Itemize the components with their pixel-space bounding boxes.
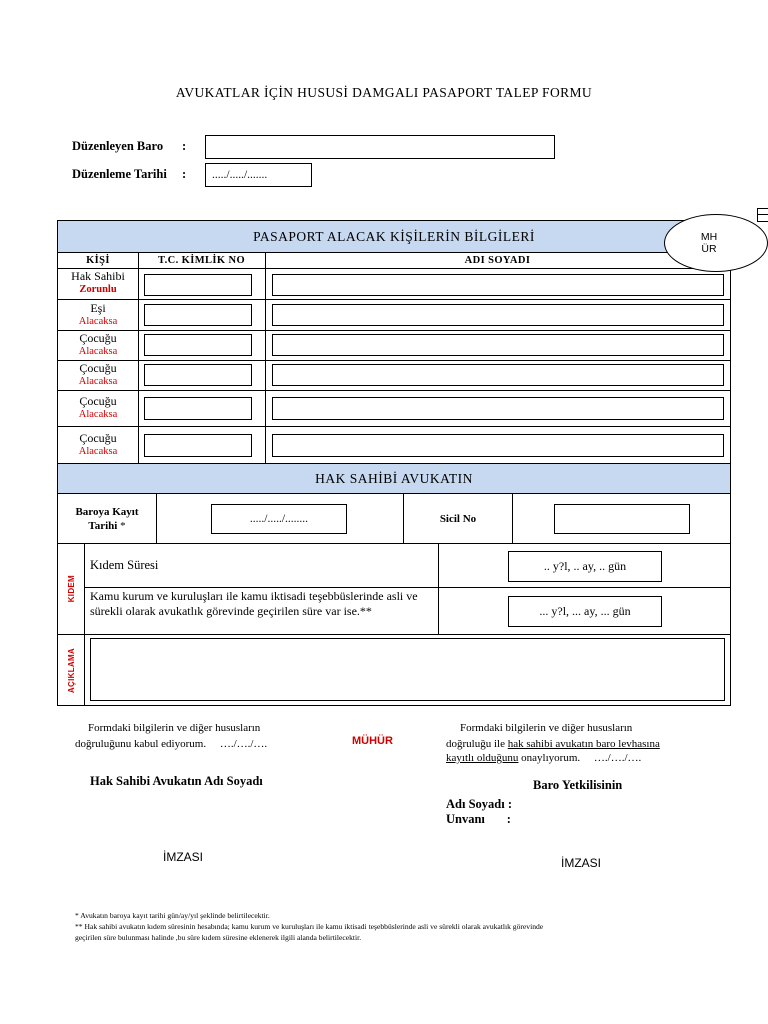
- form-title: AVUKATLAR İÇİN HUSUSİ DAMGALI PASAPORT TALEP FORMU: [175, 85, 593, 100]
- explanation-vertical-label: AÇIKLAMA: [66, 647, 76, 694]
- reg-date-label-line2: Tarihi: [88, 520, 118, 532]
- col-header-person: KİŞİ: [86, 254, 110, 266]
- left-name-label: Hak Sahibi Avukatın Adı Soyadı: [90, 774, 263, 788]
- name-input[interactable]: [272, 397, 724, 420]
- person-cell: [58, 302, 138, 328]
- left-signature-label: İMZASI: [163, 850, 204, 864]
- issue-date-label: Düzenleme Tarihi: [72, 167, 167, 181]
- right-declaration-line2: [446, 737, 660, 751]
- person-requirement: Alacaksa: [78, 376, 118, 387]
- right-official-label: Baro Yetkilisinin: [533, 778, 623, 792]
- reg-divider: [156, 494, 157, 544]
- reg-date-label-line1: Baroya Kayıt: [75, 506, 139, 518]
- public-service-field[interactable]: ... y?l, ... ay, ... gün: [508, 596, 662, 627]
- row-divider: [58, 299, 730, 300]
- page-edge-marker-line: [757, 214, 768, 215]
- person-label: Çocuğu: [79, 331, 117, 345]
- right-declaration-line2a: doğruluğu ile: [446, 738, 508, 750]
- registry-label: Sicil No: [439, 513, 477, 525]
- seniority-divider: [438, 544, 439, 634]
- reg-date-field[interactable]: ...../...../........: [211, 504, 347, 534]
- row-divider: [58, 543, 730, 544]
- row-divider: [58, 360, 730, 361]
- right-declaration-line3: [446, 751, 641, 765]
- person-label: Çocuğu: [79, 431, 117, 445]
- left-declaration-line1: Formdaki bilgilerin ve diğer hususların: [88, 722, 261, 734]
- col-divider-1: [138, 252, 139, 464]
- person-label: Hak Sahibi: [71, 269, 125, 283]
- col-header-tc: T.C. KİMLİK NO: [157, 254, 246, 266]
- left-declaration-line2: doğruluğunu kabul ediyorum. …./…./….: [75, 738, 268, 750]
- row-divider: [84, 587, 730, 588]
- person-cell: [58, 270, 138, 296]
- tc-input[interactable]: [144, 334, 252, 356]
- right-declaration-line3a: kayıtlı olduğunu: [446, 752, 519, 764]
- person-label: Çocuğu: [79, 361, 117, 375]
- issue-date-field[interactable]: ...../...../.......: [205, 163, 312, 187]
- right-name-label: Adı Soyadı :: [446, 797, 512, 811]
- person-cell: [58, 395, 138, 421]
- seniority-vertical-cell: [58, 544, 84, 634]
- person-requirement: Alacaksa: [78, 446, 118, 457]
- seal-stamp-text: MÜHÜR: [352, 735, 393, 747]
- person-requirement: Zorunlu: [79, 284, 117, 295]
- footnote-1: * Avukatın baroya kayıt tarihi gün/ay/yıl şeklinde belirtilecektir.: [75, 911, 270, 920]
- seniority-field[interactable]: .. y?l, .. ay, .. gün: [508, 551, 662, 582]
- tc-input[interactable]: [144, 274, 252, 296]
- lawyer-section-header: HAK SAHİBİ AVUKATIN: [58, 464, 730, 494]
- footnote-3: geçirilen süre bulunması halinde ,bu süre kıdem süresine eklenerek ilgili alanda belirtilecektir.: [75, 933, 362, 942]
- name-input[interactable]: [272, 434, 724, 457]
- reg-date-label-cell: [58, 495, 156, 543]
- row-divider: [58, 634, 730, 635]
- right-title-label: Unvanı :: [446, 812, 511, 826]
- reg-date-footnote-mark: *: [120, 520, 126, 532]
- name-input[interactable]: [272, 364, 724, 386]
- tc-input[interactable]: [144, 364, 252, 386]
- row-divider: [58, 390, 730, 391]
- person-requirement: Alacaksa: [78, 409, 118, 420]
- seal-ellipse: [664, 214, 768, 272]
- row-divider: [58, 426, 730, 427]
- col-header-name: ADI SOYADI: [464, 254, 531, 266]
- header-divider: [58, 268, 730, 269]
- person-requirement: Alacaksa: [78, 346, 118, 357]
- col-divider-2: [265, 252, 266, 464]
- tc-input[interactable]: [144, 397, 252, 420]
- reg-divider: [512, 494, 513, 544]
- issue-date-colon: :: [182, 167, 187, 181]
- right-signature-label: İMZASI: [561, 856, 602, 870]
- seniority-label: Kıdem Süresi: [90, 558, 159, 572]
- right-declaration-line3b: onaylıyorum. …./…./….: [518, 752, 642, 764]
- issuing-bar-field[interactable]: [205, 135, 555, 159]
- row-divider: [58, 330, 730, 331]
- name-input[interactable]: [272, 274, 724, 296]
- right-declaration-line2b: hak sahibi avukatın baro levhasına: [507, 738, 660, 750]
- issuing-bar-colon: :: [182, 139, 187, 153]
- registry-number-field[interactable]: [554, 504, 690, 534]
- person-label: Çocuğu: [79, 394, 117, 408]
- seal-ellipse-line2: ÜR: [701, 243, 717, 255]
- page-edge-marker: [757, 208, 768, 222]
- person-requirement: Alacaksa: [78, 316, 118, 327]
- vertical-label-divider: [84, 544, 85, 706]
- name-input[interactable]: [272, 304, 724, 326]
- issuing-bar-label: Düzenleyen Baro: [72, 139, 164, 153]
- person-cell: [58, 362, 138, 388]
- explanation-vertical-cell: [58, 635, 84, 706]
- tc-input[interactable]: [144, 434, 252, 457]
- passport-section-header: PASAPORT ALACAK KİŞİLERİN BİLGİLERİ: [58, 221, 730, 253]
- public-service-text: Kamu kurum ve kuruluşları ile kamu iktisadi teşebbüslerinde asli ve sürekli olarak avukatlık görevinde geçirilen süre var ise.**: [90, 589, 418, 618]
- seal-ellipse-line1: MH: [700, 231, 718, 243]
- name-input[interactable]: [272, 334, 724, 356]
- right-declaration-line1: Formdaki bilgilerin ve diğer hususların: [460, 722, 633, 734]
- explanation-textarea[interactable]: [90, 638, 725, 701]
- tc-input[interactable]: [144, 304, 252, 326]
- person-cell: [58, 332, 138, 358]
- footnote-2: ** Hak sahibi avukatın kıdem süresinin hesabında; kamu kurum ve kuruluşları ile kamu iktisadi teşebbüslerinde asli ve sürekli olarak avukatlık görevinde: [75, 922, 544, 931]
- person-label: Eşi: [90, 301, 106, 315]
- seniority-vertical-label: KIDEM: [66, 575, 76, 603]
- person-cell: [58, 432, 138, 458]
